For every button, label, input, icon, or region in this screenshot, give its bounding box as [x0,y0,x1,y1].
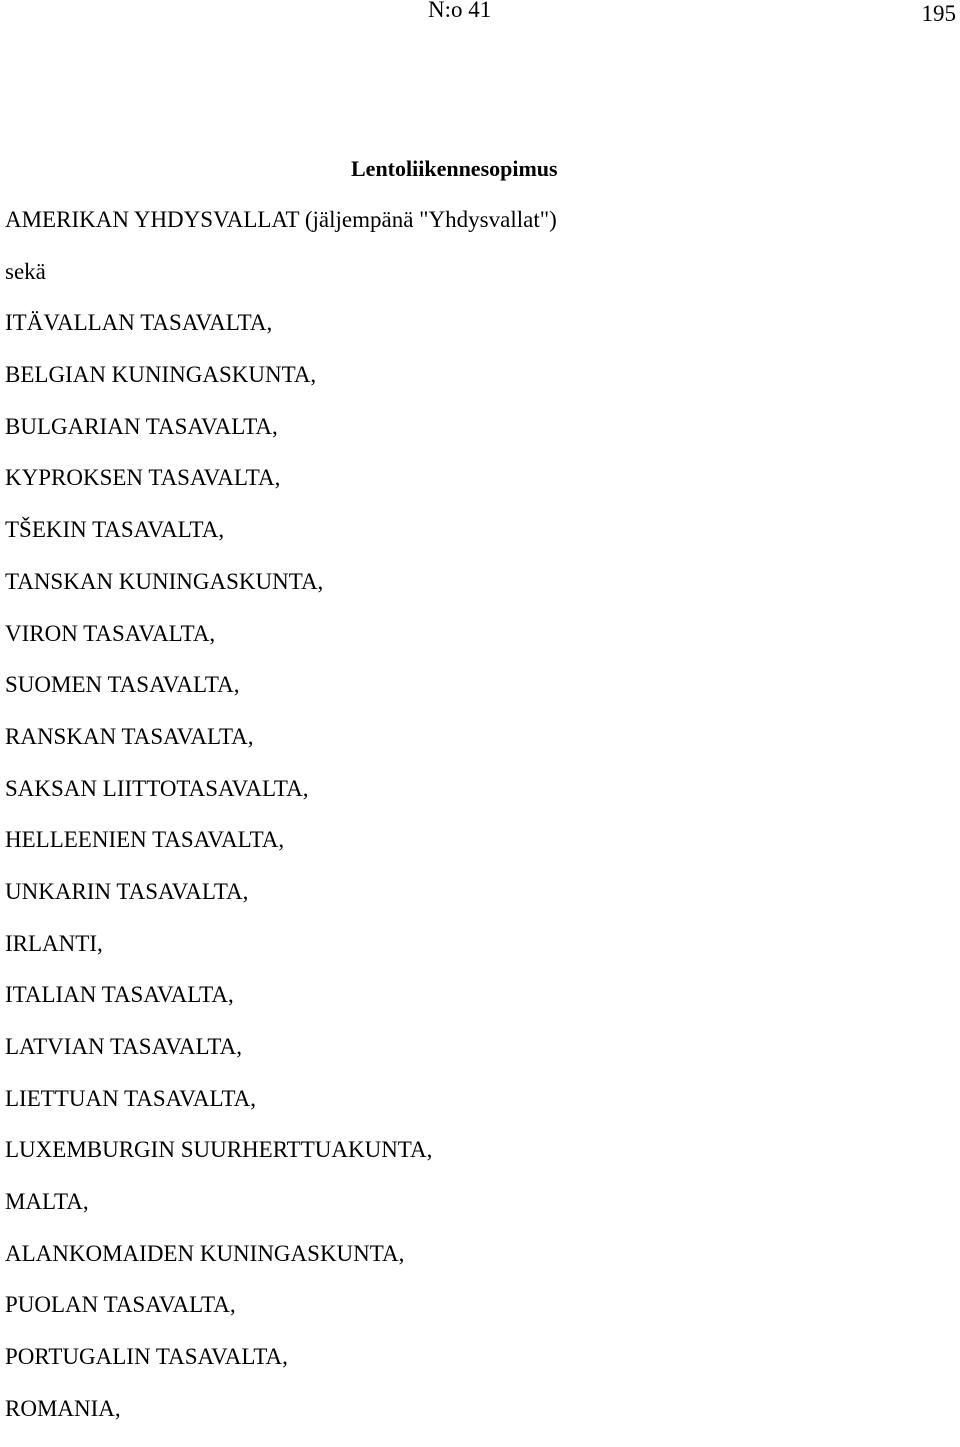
party-line: PORTUGALIN TASAVALTA, [5,1344,288,1370]
party-line: BELGIAN KUNINGASKUNTA, [5,362,317,388]
party-line: ITALIAN TASAVALTA, [5,982,234,1008]
party-line: sekä [5,258,46,284]
party-line: SAKSAN LIITTOTASAVALTA, [5,775,309,801]
party-line: TŠEKIN TASAVALTA, [5,517,225,543]
party-line: LUXEMBURGIN SUURHERTTUAKUNTA, [5,1137,433,1163]
party-line: LIETTUAN TASAVALTA, [5,1085,257,1111]
party-line: MALTA, [5,1189,89,1215]
party-line: ALANKOMAIDEN KUNINGASKUNTA, [5,1240,405,1266]
party-line: UNKARIN TASAVALTA, [5,878,249,904]
party-list [5,206,557,1447]
party-line: SUOMEN TASAVALTA, [5,672,240,698]
party-line: ROMANIA, [5,1395,121,1421]
party-line: LATVIAN TASAVALTA, [5,1034,242,1059]
party-line: VIRON TASAVALTA, [5,620,216,646]
party-line: AMERIKAN YHDYSVALLAT (jäljempänä "Yhdysvallat") [5,207,557,232]
document-title: Lentoliikennesopimus [351,156,558,181]
party-line: KYPROKSEN TASAVALTA, [5,465,281,491]
page-number: 195 [921,1,956,26]
party-line: RANSKAN TASAVALTA, [5,723,254,749]
party-line: BULGARIAN TASAVALTA, [5,413,278,439]
section-number: N:o 41 [428,0,492,22]
party-line: PUOLAN TASAVALTA, [5,1292,236,1318]
party-line: IRLANTI, [5,930,103,956]
party-line: ITÄVALLAN TASAVALTA, [5,310,273,336]
party-line: TANSKAN KUNINGASKUNTA, [5,568,324,594]
party-line: HELLEENIEN TASAVALTA, [5,827,285,853]
